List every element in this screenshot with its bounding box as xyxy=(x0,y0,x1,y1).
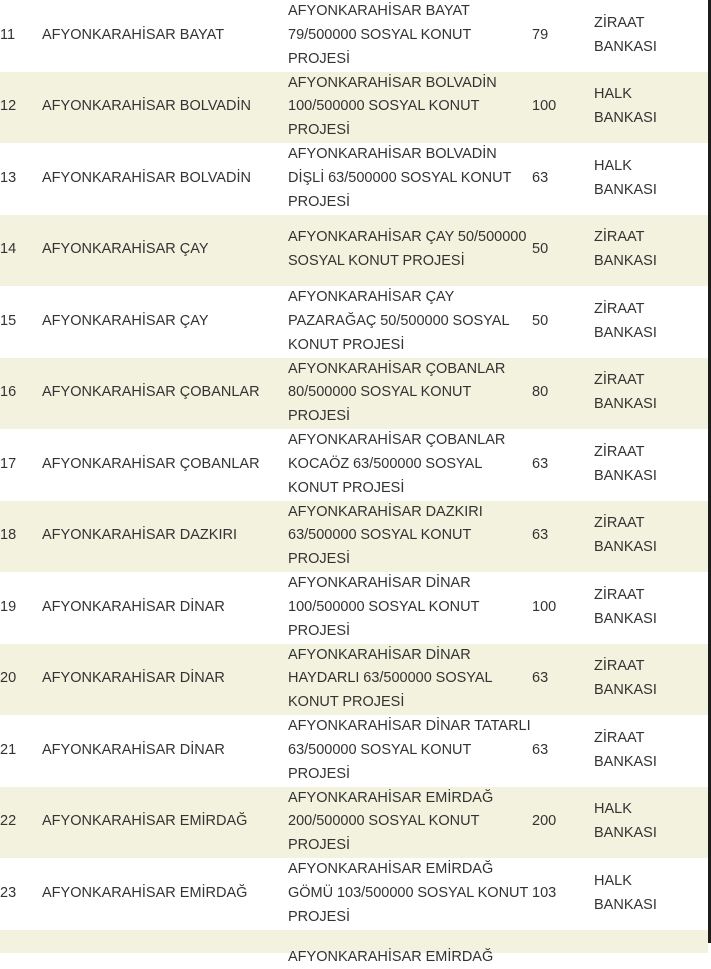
cell-province-district: AFYONKARAHİSAR EMİRDAĞ xyxy=(42,787,283,859)
cell-sequence-number: 20 xyxy=(0,644,42,716)
cell-project-description xyxy=(283,930,532,954)
cell-bank-name xyxy=(594,0,708,72)
project-description-text: AFYONKARAHİSAR EMİRDAĞ 200/500000 SOSYAL KONUT PROJESİ xyxy=(288,787,532,858)
bank-name-line-1: HALK xyxy=(594,798,708,822)
cell-project-description xyxy=(283,644,532,716)
bank-name-line-1: ZİRAAT xyxy=(594,655,708,679)
cell-project-description xyxy=(283,72,532,144)
cell-housing-unit-count xyxy=(532,930,594,954)
cell-project-description xyxy=(283,501,532,573)
table-row-partial xyxy=(0,930,708,954)
cell-sequence-number xyxy=(0,930,42,954)
cell-sequence-number: 16 xyxy=(0,358,42,430)
table-row xyxy=(0,358,708,430)
bank-name-line-2: BANKASI xyxy=(594,465,708,489)
cell-province-district: AFYONKARAHİSAR ÇOBANLAR xyxy=(42,358,283,430)
cell-bank-name xyxy=(594,930,708,954)
bank-name-line-2: BANKASI xyxy=(594,751,708,775)
bank-name-line-2: BANKASI xyxy=(594,179,708,203)
cell-project-description xyxy=(283,0,532,72)
bank-name-line-1: HALK xyxy=(594,83,708,107)
cell-province-district: AFYONKARAHİSAR DAZKIRI xyxy=(42,501,283,573)
project-description-text: AFYONKARAHİSAR DİNAR HAYDARLI 63/500000 SOSYAL KONUT PROJESİ xyxy=(288,644,532,715)
cell-housing-unit-count: 103 xyxy=(532,858,594,930)
bank-name-line-2: BANKASI xyxy=(594,322,708,346)
cell-bank-name xyxy=(594,358,708,430)
cell-sequence-number: 22 xyxy=(0,787,42,859)
cell-project-description xyxy=(283,572,532,644)
cell-housing-unit-count: 63 xyxy=(532,143,594,215)
bank-name-line-2: BANKASI xyxy=(594,679,708,703)
cell-housing-unit-count: 100 xyxy=(532,72,594,144)
cell-sequence-number: 17 xyxy=(0,429,42,501)
cell-housing-unit-count: 63 xyxy=(532,715,594,787)
bank-name-line-1: ZİRAAT xyxy=(594,12,708,36)
cell-sequence-number: 21 xyxy=(0,715,42,787)
bank-name-line-2: BANKASI xyxy=(594,536,708,560)
cell-bank-name xyxy=(594,143,708,215)
cell-province-district: AFYONKARAHİSAR DİNAR xyxy=(42,572,283,644)
bank-name-line-2: BANKASI xyxy=(594,250,708,274)
table-row xyxy=(0,143,708,215)
project-description-text: AFYONKARAHİSAR ÇAY PAZARAĞAÇ 50/500000 SOSYAL KONUT PROJESİ xyxy=(288,286,532,357)
bank-name-line-2: BANKASI xyxy=(594,36,708,60)
project-description-text: AFYONKARAHİSAR BAYAT 79/500000 SOSYAL KONUT PROJESİ xyxy=(288,0,532,71)
cell-bank-name xyxy=(594,787,708,859)
project-description-text: AFYONKARAHİSAR ÇOBANLAR KOCAÖZ 63/500000 SOSYAL KONUT PROJESİ xyxy=(288,429,532,500)
cell-project-description xyxy=(283,215,532,287)
cell-province-district xyxy=(42,930,283,954)
cell-housing-unit-count: 63 xyxy=(532,501,594,573)
cell-sequence-number: 13 xyxy=(0,143,42,215)
cell-province-district: AFYONKARAHİSAR BAYAT xyxy=(42,0,283,72)
table-row xyxy=(0,0,708,72)
bank-name-line-1: ZİRAAT xyxy=(594,441,708,465)
cell-province-district: AFYONKARAHİSAR ÇAY xyxy=(42,215,283,287)
cell-housing-unit-count: 50 xyxy=(532,286,594,358)
cell-project-description xyxy=(283,286,532,358)
bank-name-line-1: ZİRAAT xyxy=(594,584,708,608)
cell-sequence-number: 15 xyxy=(0,286,42,358)
cell-bank-name xyxy=(594,72,708,144)
cell-housing-unit-count: 79 xyxy=(532,0,594,72)
cell-bank-name xyxy=(594,715,708,787)
table-row xyxy=(0,572,708,644)
cell-project-description xyxy=(283,143,532,215)
cell-sequence-number: 14 xyxy=(0,215,42,287)
project-description-text: AFYONKARAHİSAR DİNAR 100/500000 SOSYAL KONUT PROJESİ xyxy=(288,572,532,643)
bank-name-line-1: ZİRAAT xyxy=(594,369,708,393)
cell-bank-name xyxy=(594,858,708,930)
project-description-text: AFYONKARAHİSAR BOLVADİN 100/500000 SOSYAL KONUT PROJESİ xyxy=(288,72,532,143)
project-description-text: AFYONKARAHİSAR BOLVADİN DİŞLİ 63/500000 SOSYAL KONUT PROJESİ xyxy=(288,143,532,214)
cell-province-district: AFYONKARAHİSAR ÇAY xyxy=(42,286,283,358)
project-description-text: AFYONKARAHİSAR ÇAY 50/500000 SOSYAL KONUT PROJESİ xyxy=(288,226,532,274)
table-row xyxy=(0,715,708,787)
table-row xyxy=(0,501,708,573)
bank-name-line-1: ZİRAAT xyxy=(594,298,708,322)
bank-name-line-1: ZİRAAT xyxy=(594,727,708,751)
bank-name-line-2: BANKASI xyxy=(594,107,708,131)
cell-sequence-number: 19 xyxy=(0,572,42,644)
cell-province-district: AFYONKARAHİSAR BOLVADİN xyxy=(42,143,283,215)
table-row xyxy=(0,286,708,358)
cell-bank-name xyxy=(594,429,708,501)
project-description-text: AFYONKARAHİSAR DAZKIRI 63/500000 SOSYAL KONUT PROJESİ xyxy=(288,501,532,572)
bank-name-line-2: BANKASI xyxy=(594,608,708,632)
table-row xyxy=(0,429,708,501)
cell-province-district: AFYONKARAHİSAR DİNAR xyxy=(42,644,283,716)
cell-bank-name xyxy=(594,572,708,644)
cell-housing-unit-count: 63 xyxy=(532,644,594,716)
cell-bank-name xyxy=(594,286,708,358)
cell-province-district: AFYONKARAHİSAR DİNAR xyxy=(42,715,283,787)
bank-name-line-1: HALK xyxy=(594,870,708,894)
cell-housing-unit-count: 80 xyxy=(532,358,594,430)
cell-sequence-number: 11 xyxy=(0,0,42,72)
project-description-text: AFYONKARAHİSAR DİNAR TATARLI 63/500000 SOSYAL KONUT PROJESİ xyxy=(288,715,532,786)
cell-project-description xyxy=(283,429,532,501)
cell-bank-name xyxy=(594,644,708,716)
cell-province-district: AFYONKARAHİSAR BOLVADİN xyxy=(42,72,283,144)
bank-name-line-2: BANKASI xyxy=(594,393,708,417)
table-row xyxy=(0,215,708,287)
cell-bank-name xyxy=(594,215,708,287)
cell-sequence-number: 18 xyxy=(0,501,42,573)
table-row xyxy=(0,72,708,144)
cell-project-description xyxy=(283,787,532,859)
project-description-text-partial: AFYONKARAHİSAR EMİRDAĞ xyxy=(288,946,532,969)
table-row xyxy=(0,644,708,716)
cell-housing-unit-count: 100 xyxy=(532,572,594,644)
cell-housing-unit-count: 63 xyxy=(532,429,594,501)
cell-province-district: AFYONKARAHİSAR EMİRDAĞ xyxy=(42,858,283,930)
cell-project-description xyxy=(283,858,532,930)
cell-bank-name xyxy=(594,501,708,573)
cell-sequence-number: 12 xyxy=(0,72,42,144)
bank-name-line-1: ZİRAAT xyxy=(594,226,708,250)
cell-housing-unit-count: 200 xyxy=(532,787,594,859)
bank-name-line-2: BANKASI xyxy=(594,894,708,918)
cell-project-description xyxy=(283,715,532,787)
bank-name-line-1: HALK xyxy=(594,155,708,179)
cell-project-description xyxy=(283,358,532,430)
bank-name-line-2: BANKASI xyxy=(594,822,708,846)
bank-name-line-1: ZİRAAT xyxy=(594,512,708,536)
project-description-text: AFYONKARAHİSAR ÇOBANLAR 80/500000 SOSYAL KONUT PROJESİ xyxy=(288,358,532,429)
cell-housing-unit-count: 50 xyxy=(532,215,594,287)
cell-sequence-number: 23 xyxy=(0,858,42,930)
project-description-text: AFYONKARAHİSAR EMİRDAĞ GÖMÜ 103/500000 SOSYAL KONUT PROJESİ xyxy=(288,858,532,929)
table-row xyxy=(0,858,708,930)
table-row xyxy=(0,787,708,859)
cell-province-district: AFYONKARAHİSAR ÇOBANLAR xyxy=(42,429,283,501)
